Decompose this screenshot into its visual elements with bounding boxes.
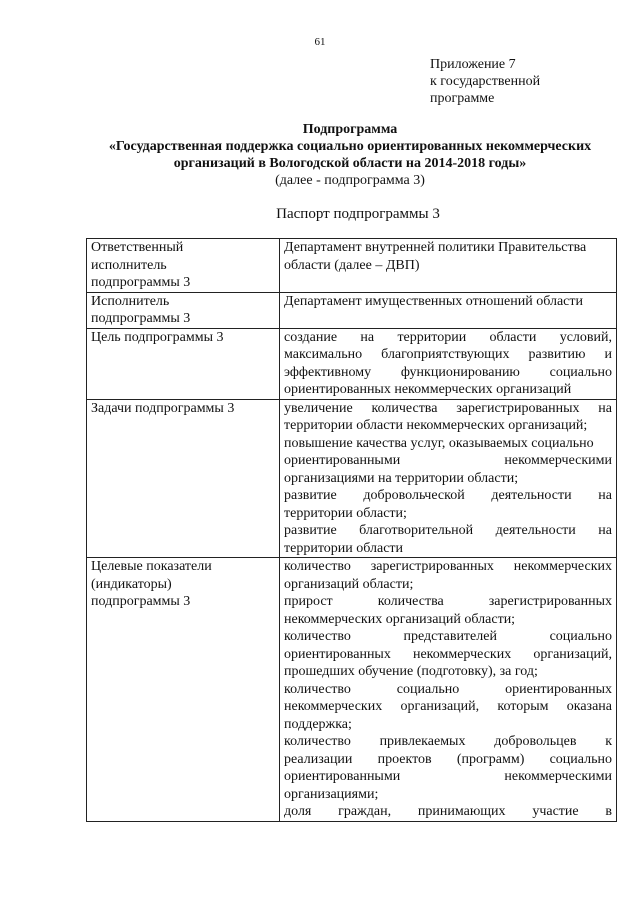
- table-row: [87, 558, 617, 822]
- passport-table: [86, 238, 617, 822]
- table-row: [87, 292, 617, 328]
- row-value: Департамент имущественных отношений области: [280, 292, 617, 328]
- appendix-line: программе: [430, 91, 495, 106]
- title-line: Подпрограмма: [302, 122, 398, 137]
- subprogram-title: [60, 121, 640, 189]
- row-value: количество зарегистрированных некоммерческих организаций области; прирост количества зарегистрированных некоммерческих организаций области; количество представителей социально ориентированных некоммерческих организаций, прошедших обучение (подготовку), за год; количество социально ориентированных некоммерческих организаций, которым оказана поддержка; количество привлекаемых добровольцев к реализации проектов (программ) социально ориентированными некоммерческими организациями; доля граждан, принимающих участие в: [280, 558, 617, 822]
- table-row: [87, 399, 617, 558]
- row-value: увеличение количества зарегистрированных на территории области некоммерческих организаций; повышение качества услуг, оказываемых социально ориентированными некоммерческими организациями на территории области; развитие добровольческой деятельности на территории области; развитие благотворительной деятельности на территории области: [280, 399, 617, 558]
- row-value: создание на территории области условий, максимально благоприятствующих развитию и эффективному функционированию социально ориентированных некоммерческих организаций: [280, 328, 617, 399]
- row-label: Задачи подпрограммы 3: [87, 399, 280, 558]
- page-number: 61: [314, 36, 326, 48]
- title-line: «Государственная поддержка социально ориентированных некоммерческих: [108, 139, 592, 154]
- appendix-line: Приложение 7: [430, 57, 516, 72]
- passport-title: Паспорт подпрограммы 3: [276, 206, 440, 222]
- row-label: Ответственный исполнитель подпрограммы 3: [87, 239, 280, 293]
- table-row: [87, 328, 617, 399]
- row-label: Исполнитель подпрограммы 3: [87, 292, 280, 328]
- row-label: Целевые показатели (индикаторы) подпрограммы 3: [87, 558, 280, 822]
- appendix-line: к государственной: [430, 74, 541, 89]
- row-value: Департамент внутренней политики Правительства области (далее – ДВП): [280, 239, 617, 293]
- title-note: (далее - подпрограмма 3): [275, 173, 425, 188]
- row-label: Цель подпрограммы 3: [87, 328, 280, 399]
- table-row: [87, 239, 617, 293]
- title-line: организаций в Вологодской области на 2014-2018 годы»: [173, 156, 527, 171]
- appendix-note: [430, 56, 540, 107]
